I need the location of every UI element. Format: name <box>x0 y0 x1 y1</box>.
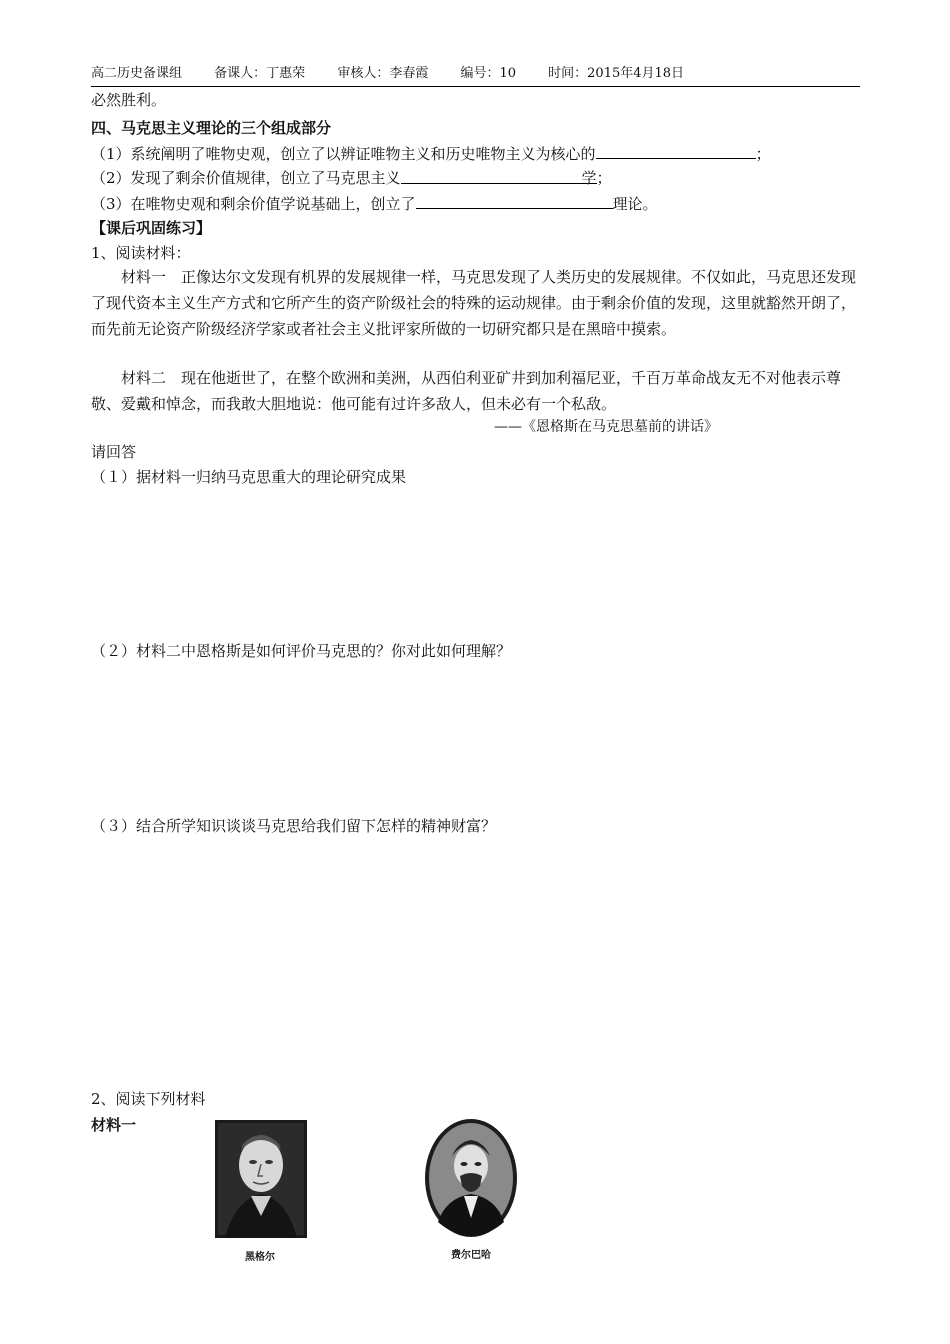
page-header <box>91 64 860 87</box>
header-preparer: 备课人：丁惠荣 <box>214 66 306 81</box>
header-time: 时间：2015年4月18日 <box>548 66 685 81</box>
item-3-tail: 理论。 <box>612 195 658 213</box>
continued-text: 必然胜利。 <box>91 91 167 109</box>
header-group: 高二历史备课组 <box>91 66 183 81</box>
fill-blank-item-1 <box>91 142 771 165</box>
fill-blank-item-3 <box>91 192 658 215</box>
sub-question-2: （２）材料二中恩格斯是如何评价马克思的？你对此如何理解？ <box>91 642 512 660</box>
item-1-text: （1）系统阐明了唯物史观，创立了以辨证唯物主义和历史唯物主义为核心的 <box>91 145 596 163</box>
item-1-tail: ； <box>755 145 771 163</box>
item-2-blank-tail: 学 <box>581 169 597 187</box>
answer-prompt: 请回答 <box>91 443 137 461</box>
header-number: 编号：10 <box>460 66 517 81</box>
feuerbach-portrait <box>424 1118 518 1238</box>
fill-blank-item-2 <box>91 167 612 189</box>
item-2-text: （2）发现了剩余价值规律，创立了马克思主义 <box>91 169 401 187</box>
section-4-heading: 四、马克思主义理论的三个组成部分 <box>91 119 332 137</box>
practice-heading: 【课后巩固练习】 <box>91 219 212 237</box>
sub-question-3: （３）结合所学知识谈谈马克思给我们留下怎样的精神财富？ <box>91 817 497 835</box>
feuerbach-caption: 费尔巴哈 <box>451 1250 491 1261</box>
question-2-title: 2、阅读下列材料 <box>91 1090 206 1108</box>
answer-blank-2[interactable] <box>401 167 597 187</box>
material-2-source: ——《恩格斯在马克思墓前的讲话》 <box>494 419 718 435</box>
item-2-tail: ； <box>596 169 612 187</box>
question-1-title: 1、阅读材料： <box>91 244 191 262</box>
material-1-paragraph: 材料一 正像达尔文发现有机界的发展规律一样，马克思发现了人类历史的发展规律。不仅如此，马克思还发现了现代资本主义生产方式和它所产生的资产阶级社会的特殊的运动规律。由于剩余价值的发现，这里就豁然开朗了，而先前无论资产阶级经济学家或者社会主义批评家所做的一切研究都只是在黑暗中摸索。 <box>91 268 857 338</box>
material-2-paragraph: 材料二 现在他逝世了，在整个欧洲和美洲，从西伯利亚矿井到加利福尼亚，千百万革命战友无不对他表示尊敬、爱戴和悼念，而我敢大胆地说：他可能有过许多敌人，但未必有一个私敌。 <box>91 369 842 413</box>
item-3-text: （3）在唯物史观和剩余价值学说基础上，创立了 <box>91 195 416 213</box>
hegel-caption: 黑格尔 <box>245 1252 275 1263</box>
question-2-material-label: 材料一 <box>91 1116 137 1134</box>
answer-blank-1[interactable] <box>596 142 756 159</box>
header-reviewer: 审核人：李春霞 <box>337 66 429 81</box>
hegel-portrait <box>215 1120 307 1238</box>
answer-blank-3[interactable] <box>416 192 613 209</box>
sub-question-1: （１）据材料一归纳马克思重大的理论研究成果 <box>91 468 407 486</box>
